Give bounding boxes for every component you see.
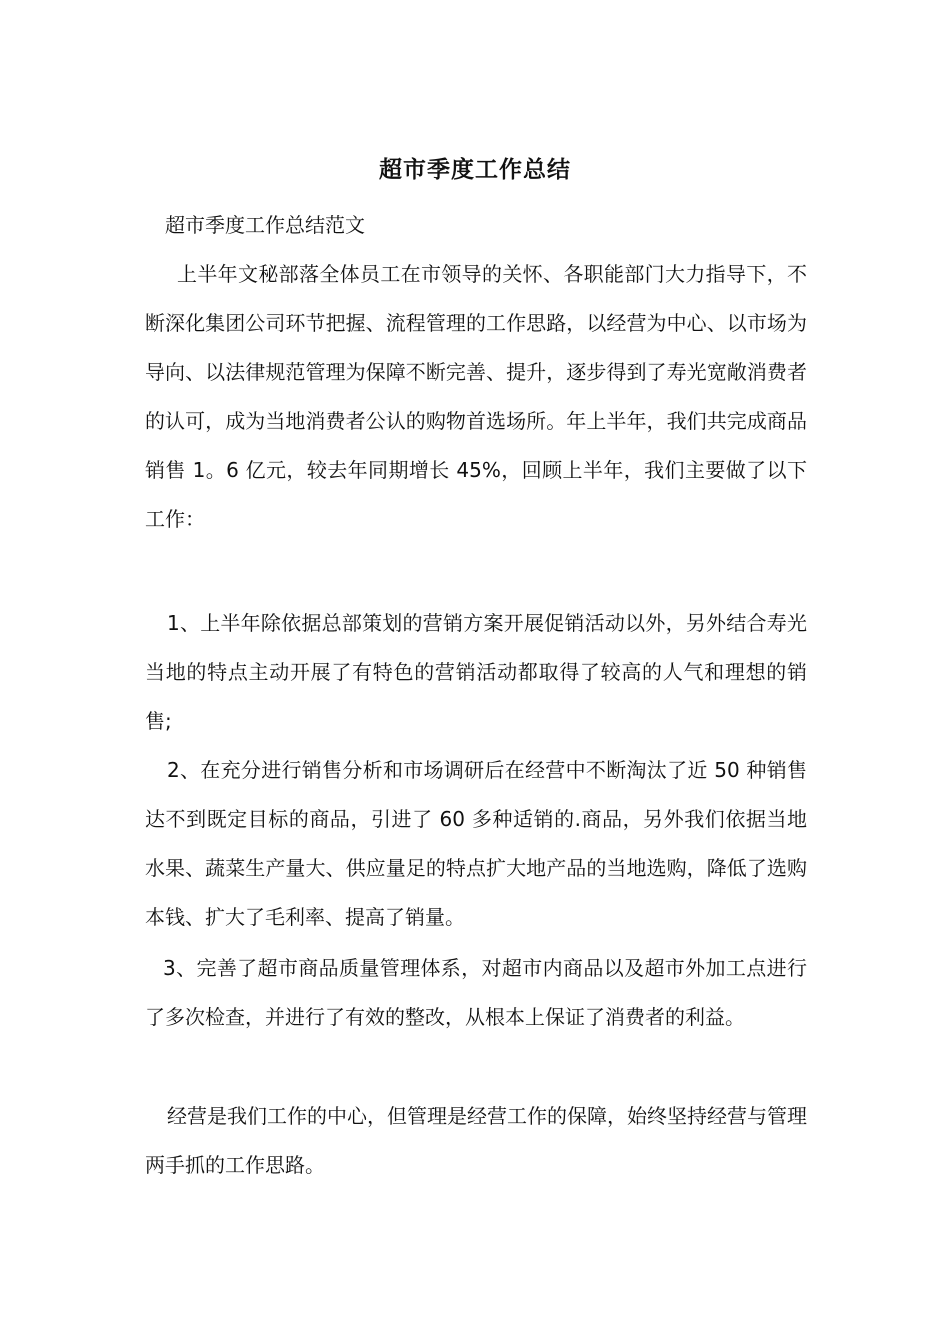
document-title: 超市季度工作总结 bbox=[379, 156, 571, 183]
paragraph-closing: 经营是我们工作的中心，但管理是经营工作的保障，始终坚持经营与管理两手抓的工作思路。 bbox=[145, 1104, 807, 1177]
paragraph-intro: 上半年文秘部落全体员工在市领导的关怀、各职能部门大力指导下，不断深化集团公司环节把握、流程管理的工作思路，以经营为中心、以市场为导向、以法律规范管理为保障不断完善、提升，逐步得到了寿光宽敞消费者的认可，成为当地消费者公认的购物首选场所。年上半年，我们共完成商品销售 1。6 亿元，较去年同期增长 45%，回顾上半年，我们主要做了以下工作： bbox=[145, 262, 807, 531]
document-subtitle: 超市季度工作总结范文 bbox=[165, 213, 365, 237]
paragraph-item-3: 3、完善了超市商品质量管理体系，对超市内商品以及超市外加工点进行了多次检查，并进行了有效的整改，从根本上保证了消费者的利益。 bbox=[145, 956, 807, 1029]
paragraph-item-2: 2、在充分进行销售分析和市场调研后在经营中不断淘汰了近 50 种销售达不到既定目标的商品，引进了 60 多种适销的.商品，另外我们依据当地水果、蔬菜生产量大、供应量足的特点扩大地产品的当地选购，降低了选购本钱、扩大了毛利率、提高了销量。 bbox=[145, 758, 807, 929]
paragraph-item-1: 1、上半年除依据总部策划的营销方案开展促销活动以外，另外结合寿光当地的特点主动开展了有特色的营销活动都取得了较高的人气和理想的销售; bbox=[145, 611, 807, 733]
